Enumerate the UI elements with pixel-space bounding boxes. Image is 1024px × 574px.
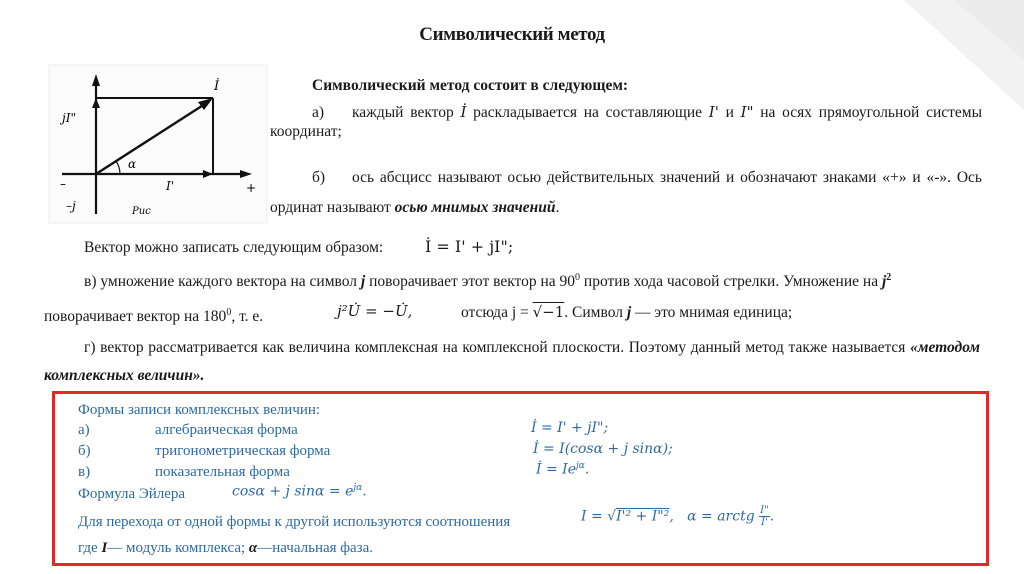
label-minus-j: –j	[66, 199, 76, 213]
item-v	[84, 268, 980, 291]
item-a-symbol-3: I"	[740, 103, 754, 121]
label-I-dot: İ	[214, 79, 220, 94]
relation-text: Для перехода от одной формы к другой используются соотношения	[78, 514, 511, 530]
item-v-deg: 0	[575, 272, 581, 283]
vector-line-text: Вектор можно записать следующим образом:	[84, 239, 384, 256]
item-v-j2: j	[881, 273, 887, 291]
box-last-line	[78, 540, 373, 557]
item-v-text-3: против хода часовой стрелки. Умножение на	[580, 273, 882, 291]
last-line-I: I	[101, 540, 108, 556]
euler-label: Формула Эйлера	[78, 486, 186, 502]
item-v-text: в) умножение каждого вектора на символ	[84, 273, 361, 291]
label-minus: –	[60, 177, 66, 191]
item-v-line2-text-2: , т. е.	[231, 308, 264, 326]
vector-line-formula: İ = I' + jI";	[425, 237, 514, 256]
form-row-b-label: тригонометрическая форма	[155, 443, 331, 459]
item-v-thus-text: отсюда j =	[461, 304, 533, 321]
form-row-c-formula: İ = $Ie^{j\alpha}$.	[536, 461, 590, 478]
form-row-a-formula: İ = I' + jI";	[531, 420, 609, 436]
item-a-text: каждый вектор	[352, 104, 461, 121]
last-line-alpha: α	[248, 540, 258, 556]
item-a-symbol-2: I'	[708, 103, 719, 121]
item-v-j: j	[360, 273, 366, 291]
label-jI2: jI"	[62, 111, 76, 125]
box-heading: Формы записи комплексных величин:	[78, 402, 321, 418]
item-b-text: ось абсцисс называют осью действительных значений и обозначают знаками «+» и «-». Ось ординат называют	[270, 169, 982, 216]
item-v-line2-text: поворачивает вектор на 180	[44, 308, 227, 326]
relation-formula: I = √I'² + I"², α = arctg $\frac{I"}{I'}$ .	[581, 505, 775, 528]
item-b-text-2: .	[555, 199, 560, 216]
item-b-bold: осью мнимых значений	[394, 199, 556, 216]
item-a-text-4: на осях прямоугольной системы координат;	[270, 104, 983, 140]
figure-caption: Рис	[132, 206, 151, 217]
item-a-marker: а)	[312, 104, 325, 121]
last-line-text: где	[78, 540, 102, 556]
label-I1: I'	[166, 179, 175, 193]
item-v-j2-sup: 2	[886, 272, 892, 283]
item-g	[44, 334, 980, 390]
intro-item-a	[270, 103, 982, 141]
item-g-text: г) вектор рассматривается как величина комплексная на комплексной плоскости. Поэтому данный метод также называется	[84, 339, 911, 356]
item-a-text-3: и	[718, 104, 741, 121]
corner-decoration	[884, 0, 1024, 120]
last-line-text-2: — модуль комплекса;	[107, 540, 249, 556]
item-a-text-2: раскладывается на составляющие	[466, 104, 709, 121]
item-v-line2-deg: 0	[226, 307, 232, 318]
form-row-c-marker: в)	[78, 464, 91, 480]
euler-formula: cosα + j $\sin\alpha = e^{j\alpha}$.	[232, 483, 367, 500]
item-v-thus-3: — это мнимая единица;	[631, 304, 793, 321]
item-v-sqrt: √−1	[532, 303, 565, 321]
label-plus: +	[246, 181, 257, 195]
item-b-marker: б)	[312, 169, 326, 186]
item-v-line2	[44, 303, 263, 326]
form-row-b-marker: б)	[78, 443, 91, 459]
item-v-text-2: поворачивает этот вектор на 90	[365, 273, 576, 291]
form-row-b-formula: İ = I(cosα + j sinα);	[533, 441, 673, 457]
form-row-a-label: алгебраическая форма	[155, 422, 298, 438]
item-v-thus-2: . Символ	[564, 304, 627, 321]
label-alpha: α	[128, 157, 137, 171]
item-a-symbol: İ	[460, 103, 467, 121]
item-g-bold: «методом комплексных величин».	[44, 339, 980, 384]
intro-item-b	[270, 163, 982, 223]
form-row-a-marker: а)	[78, 422, 90, 438]
vector-diagram	[48, 64, 268, 224]
form-row-c-label: показательная форма	[155, 464, 290, 480]
item-v-thus	[461, 303, 792, 322]
page-title: Символический метод	[419, 24, 605, 45]
item-v-formula: j²U̇ = −U̇,	[337, 302, 413, 320]
last-line-text-3: —начальная фаза.	[257, 540, 373, 556]
intro-heading: Символический метод состоит в следующем:	[312, 77, 629, 94]
item-v-j3: j	[626, 304, 632, 321]
